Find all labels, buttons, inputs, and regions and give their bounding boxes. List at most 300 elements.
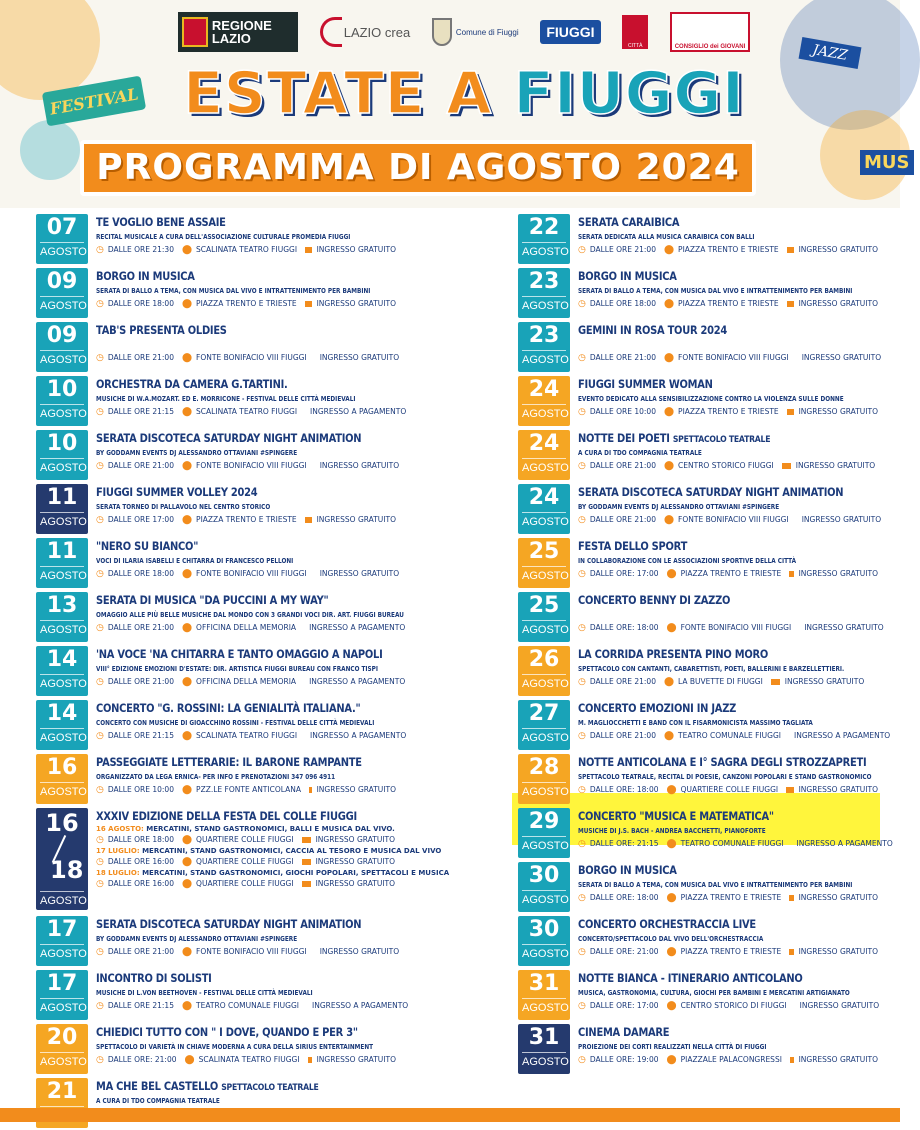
clock-icon: ◷ [96,677,104,687]
event-entry: INGRESSO GRATUITO [801,515,882,524]
event-item [36,266,396,320]
date-badge [36,916,88,966]
event-time: DALLE ORE: 21:00 [589,947,659,956]
event-time: DALLE ORE: 21:15 [589,839,659,848]
event-title-text: MA CHE BEL CASTELLO [96,1079,219,1093]
event-month: AGOSTO [40,620,84,637]
event-entry: INGRESSO GRATUITO [804,623,884,632]
event-title [578,323,836,340]
event-details [578,244,878,256]
event-title-text: BORGO IN MUSICA [578,269,677,283]
date-badge [36,754,88,804]
event-entry: INGRESSO A PAGAMENTO [796,839,893,848]
event-item [36,590,406,644]
event-item [518,590,884,644]
event-description: M. MAGLIOCCHETTI E BAND CON IL FISARMONICISTA MASSIMO TAGLIATA [578,719,813,727]
event-title-text: SERATA DISCOTECA SATURDAY NIGHT ANIMATION [578,485,844,499]
event-description: SPETTACOLO TEATRALE, RECITAL DI POESIE, CANZONI POPOLARI E STAND GASTRONOMICO [578,773,872,781]
event-time: DALLE ORE 21:00 [589,353,656,362]
event-place: FONTE BONIFACIO VIII FIUGGI [680,623,792,632]
event-entry: INGRESSO GRATUITO [798,407,878,416]
event-title-text: SERATA DI MUSICA "DA PUCCINI A MY WAY" [96,593,329,607]
event-time: DALLE ORE 21:00 [589,461,656,470]
ticket-icon [302,859,311,865]
event-place: PIAZZA TRENTO E TRIESTE [680,569,782,578]
event-item [518,482,882,536]
location-pin-icon: ⬤ [181,353,193,363]
event-title-text: ORCHESTRA DA CAMERA G.TARTINI. [96,377,288,391]
event-details [96,1000,409,1012]
location-pin-icon: ⬤ [666,839,677,849]
event-day: 09 [46,323,78,348]
event-title-text: CONCERTO BENNY DI ZAZZO [578,593,731,607]
location-pin-icon: ⬤ [181,731,193,741]
event-info [578,377,878,418]
event-details [96,352,400,364]
event-entry: INGRESSO GRATUITO [798,785,878,794]
event-place: PZZ.LE FONTE ANTICOLANA [196,785,301,794]
event-title [96,269,354,286]
event-title-text: 'NA VOCE 'NA CHITARRA E TANTO OMAGGIO A NAPOLI [96,647,383,661]
event-details [578,892,878,904]
date-badge [518,916,570,966]
event-details [96,1054,396,1066]
event-month: AGOSTO [40,458,84,475]
event-description: MUSICHE DI W.A.MOZART. ED E. MORRICONE - FESTIVAL DELLE CITTÀ MEDIEVALI [96,395,356,403]
location-pin-icon: ⬤ [663,353,675,363]
date-badge [518,268,570,318]
event-item [518,428,878,482]
date-badge [36,214,88,264]
event-entry: INGRESSO GRATUITO [795,461,876,470]
event-place: PIAZZA TRENTO E TRIESTE [196,515,297,524]
event-description: CONCERTO CON MUSICHE DI GIOACCHINO ROSSINI - FESTIVAL DELLE CITTÀ MEDIEVALI [96,719,375,727]
ticket-icon [309,787,312,793]
event-place: PIAZZA TRENTO E TRIESTE [678,245,779,254]
event-title [96,539,354,556]
event-info [578,593,884,634]
date-badge [518,592,570,642]
clock-icon: ◷ [96,299,104,309]
event-description: SERATA DI BALLO A TEMA, CON MUSICA DAL VIVO E INTRATTENIMENTO PER BAMBINI [578,881,853,889]
event-details: ◷ DALLE ORE 16:00 ⬤ QUARTIERE COLLE FIUGGI INGRESSO GRATUITO [96,879,396,889]
ticket-icon [782,463,791,469]
ticket-icon [787,409,794,415]
event-item [518,374,878,428]
event-item [518,914,878,968]
left-column [36,212,450,1130]
event-title [96,431,362,448]
event-entry: INGRESSO A PAGAMENTO [794,731,891,740]
sub-day-3: 18 LUGLIO: MERCATINI, STAND GASTRONOMICI, GIOCHI POPOLARI, SPETTACOLI E MUSICA [96,869,450,877]
event-title-text: CONCERTO "G. ROSSINI: LA GENIALITÀ ITALIANA." [96,701,361,715]
event-month: AGOSTO [522,728,566,745]
clock-icon: ◷ [578,461,586,471]
event-item [518,1022,878,1076]
event-place: SCALINATA TEATRO FIUGGI [198,1055,300,1064]
lazio-crea-logo: LAZIO crea [320,17,410,47]
event-entry: INGRESSO GRATUITO [316,299,396,308]
event-place: QUARTIERE COLLE FIUGGI [680,785,779,794]
event-details [578,730,891,742]
event-month: AGOSTO [522,620,566,637]
event-month: AGOSTO [522,350,566,367]
event-title [96,1079,354,1096]
date-badge [518,376,570,426]
event-day: 09 [46,269,78,294]
event-title-text: CINEMA DAMARE [578,1025,670,1039]
event-place: FONTE BONIFACIO VIII FIUGGI [678,515,789,524]
event-place: OFFICINA DELLA MEMORIA [196,623,297,632]
event-item [518,806,893,860]
event-month: AGOSTO [522,998,566,1015]
event-description: SERATA TORNEO DI PALLAVOLO NEL CENTRO STORICO [96,503,271,511]
event-day: 30 [528,863,560,888]
event-title [578,593,836,610]
date-badge [518,700,570,750]
event-details: ◷ DALLE ORE 16:00 ⬤ QUARTIERE COLLE FIUGGI INGRESSO GRATUITO [96,857,396,867]
event-time: DALLE ORE: 17:00 [589,569,659,578]
date-badge [36,376,88,426]
event-entry: INGRESSO GRATUITO [798,245,878,254]
event-title [578,701,836,718]
consiglio-giovani-logo: CONSIGLIO dei GIOVANI [670,12,750,52]
clock-icon: ◷ [96,731,104,741]
event-info [578,269,878,310]
event-entry: INGRESSO A PAGAMENTO [310,731,407,740]
event-title [578,863,836,880]
event-title-text: SERATA CARAIBICA [578,215,680,229]
event-month: AGOSTO [40,512,84,529]
location-pin-icon: ⬤ [663,299,675,309]
ticket-icon [308,1057,312,1063]
event-place: SCALINATA TEATRO FIUGGI [196,407,298,416]
location-pin-icon: ⬤ [181,407,193,417]
event-description: SERATA DI BALLO A TEMA, CON MUSICA DAL VIVO E INTRATTENIMENTO PER BAMBINI [578,287,853,295]
event-time: DALLE ORE 17:00 [107,515,174,524]
event-details [578,1000,878,1012]
event-description: CONCERTO/SPETTACOLO DAL VIVO DELL'ORCHESTRACCIA [578,935,764,943]
event-entry: INGRESSO GRATUITO [316,515,396,524]
event-day: 25 [528,593,560,618]
event-month: AGOSTO [522,890,566,907]
event-day: 24 [528,485,560,510]
event-title-text: FIUGGI SUMMER VOLLEY 2024 [96,485,258,499]
date-badge [36,808,88,910]
regione-lazio-logo: REGIONE LAZIO [178,12,298,52]
clock-icon: ◷ [96,785,104,795]
location-pin-icon: ⬤ [184,1055,195,1065]
event-place: CENTRO STORICO FIUGGI [678,461,774,470]
event-time: DALLE ORE 21:00 [589,731,656,740]
clock-icon: ◷ [96,245,104,255]
event-info [578,1025,878,1066]
event-title [578,377,836,394]
event-details [96,406,407,418]
event-details [96,244,396,256]
event-time: DALLE ORE: 21:00 [107,1055,177,1064]
event-item [518,968,878,1022]
event-month: AGOSTO [522,674,566,691]
event-day: 26 [528,647,560,672]
location-pin-icon: ⬤ [181,677,193,687]
ticket-icon [305,247,312,253]
event-month: AGOSTO [522,242,566,259]
event-title [96,215,354,232]
event-place: LA BUVETTE DI FIUGGI [678,677,763,686]
event-place: PIAZZA TRENTO E TRIESTE [678,299,779,308]
event-details [578,298,878,310]
location-pin-icon: ⬤ [666,947,677,957]
clock-icon: ◷ [578,893,586,903]
ticket-icon [789,571,793,577]
date-badge [518,214,570,264]
event-title [578,431,836,448]
event-description: BY GODDAMN EVENTS DJ ALESSANDRO OTTAVIANI #SPINGERE [578,503,780,511]
location-pin-icon: ⬤ [181,947,193,957]
event-details [578,946,878,958]
event-time: DALLE ORE 21:00 [107,461,174,470]
date-badge [36,1024,88,1074]
location-pin-icon: ⬤ [666,623,677,633]
event-title [96,485,354,502]
event-item [518,266,878,320]
event-time: DALLE ORE 21:00 [107,623,174,632]
date-badge [518,754,570,804]
event-title-text: BORGO IN MUSICA [578,863,677,877]
event-day: 25 [528,539,560,564]
event-time: DALLE ORE 21:00 [107,677,174,686]
event-month: AGOSTO [522,566,566,583]
event-place: PIAZZA TRENTO E TRIESTE [680,893,782,902]
sub-day-2: 17 LUGLIO: MERCATINI, STAND GASTRONOMICI, CACCIA AL TESORO E MUSICA DAL VIVO [96,847,442,855]
event-title [578,1025,836,1042]
event-info [96,377,407,418]
event-entry: INGRESSO GRATUITO [784,677,865,686]
event-description [578,610,824,622]
event-item [518,698,891,752]
clock-icon: ◷ [96,623,104,633]
event-info [96,593,406,634]
event-day: 10 [46,377,78,402]
event-month: AGOSTO [522,404,566,421]
event-place: FONTE BONIFACIO VIII FIUGGI [196,947,307,956]
event-time: DALLE ORE 18:00 [107,569,174,578]
date-badge [518,646,570,696]
event-day: 14 [46,647,78,672]
event-details [578,406,878,418]
event-entry: INGRESSO GRATUITO [798,569,878,578]
event-title [578,539,836,556]
event-item-festa-colle [36,806,450,914]
event-description: VOCI DI ILARIA ISABELLI E CHITARRA DI FRANCESCO PELLONI [96,557,294,565]
event-place: SCALINATA TEATRO FIUGGI [196,731,298,740]
ticket-icon [786,787,793,793]
event-details [96,784,396,796]
event-place: TEATRO COMUNALE FIUGGI [196,1001,299,1010]
event-title-sub: SPETTACOLO TEATRALE [672,435,771,445]
header [0,0,910,208]
comune-fiuggi-logo: Comune di Fiuggi [432,18,519,46]
ticket-icon [305,517,312,523]
event-info [96,539,400,580]
location-pin-icon: ⬤ [666,569,677,579]
event-info [578,215,878,256]
event-item [36,698,407,752]
event-day: 17 [46,971,78,996]
event-item [518,752,878,806]
event-description: ORGANIZZATO DA LEGA ERNICA- PER INFO E PRENOTAZIONI 347 096 4911 [96,773,336,781]
event-time: DALLE ORE 10:00 [589,407,656,416]
event-details [96,568,400,580]
event-details [578,1054,878,1066]
event-day: 13 [46,593,78,618]
event-title [578,755,867,772]
event-time: DALLE ORE: 18:00 [589,785,659,794]
date-badge [36,268,88,318]
event-info [578,323,882,364]
event-day: 07 [46,215,78,240]
ticket-icon [787,247,794,253]
event-day: 20 [46,1025,78,1050]
event-time: DALLE ORE 21:30 [107,245,174,254]
event-info [96,1025,396,1066]
comune-shield-icon [432,18,452,46]
event-description: SPETTACOLO CON CANTANTI, CABARETTISTI, POETI, BALLERINI E BARZELLETTIERI. [578,665,845,673]
event-info [96,917,400,958]
event-time: DALLE ORE 21:00 [107,947,174,956]
event-entry: INGRESSO GRATUITO [319,947,400,956]
clock-icon: ◷ [578,1055,586,1065]
lazio-crea-mark-icon [320,17,342,47]
event-item [36,374,407,428]
event-info [578,431,878,472]
date-badge [36,322,88,372]
event-day: 29 [528,809,560,834]
right-column [518,212,893,1076]
event-description: A CURA DI TDO COMPAGNIA TEATRALE [578,449,702,457]
clock-icon: ◷ [96,1055,104,1065]
event-title [578,809,836,826]
date-badge [36,592,88,642]
event-details [578,568,878,580]
location-pin-icon: ⬤ [181,461,193,471]
event-info [578,701,891,742]
event-month: AGOSTO [522,836,566,853]
event-time: DALLE ORE 21:15 [107,1001,174,1010]
location-pin-icon: ⬤ [181,1001,193,1011]
event-details [578,838,893,850]
event-entry: INGRESSO GRATUITO [801,353,882,362]
event-details [96,460,400,472]
event-time: DALLE ORE 18:00 [589,299,656,308]
location-pin-icon: ⬤ [181,515,193,525]
clock-icon: ◷ [96,947,104,957]
clock-icon: ◷ [578,299,586,309]
event-entry: INGRESSO GRATUITO [316,245,396,254]
event-day: 28 [528,755,560,780]
date-badge [518,322,570,372]
event-details: ◷ DALLE ORE 18:00 ⬤ QUARTIERE COLLE FIUGGI INGRESSO GRATUITO [96,835,396,845]
event-place: FONTE BONIFACIO VIII FIUGGI [678,353,789,362]
event-entry: INGRESSO GRATUITO [316,785,396,794]
event-details [578,514,882,526]
date-badge [36,700,88,750]
event-item [36,968,409,1022]
event-title [96,755,362,772]
event-time: DALLE ORE 21:00 [589,677,656,686]
event-title [578,269,836,286]
sub-day-1: 16 AGOSTO: MERCATINI, STAND GASTRONOMICI, BALLI E MUSICA DAL VIVO. [96,825,395,833]
event-info [578,971,878,1012]
event-description: MUSICA, GASTRONOMIA, CULTURA, GIOCHI PER BAMBINI E MERCATINI ARTIGIANATO [578,989,850,997]
clock-icon: ◷ [578,245,586,255]
event-info [96,755,396,796]
event-item [36,644,406,698]
event-item [36,320,400,374]
regione-lazio-crest-icon [182,17,208,47]
clock-icon: ◷ [578,677,586,687]
event-info [96,809,450,890]
event-title [96,971,354,988]
event-description: MUSICHE DI J.S. BACH - ANDREA BACCHETTI, PIANOFORTE [578,827,766,835]
event-title-text: NOTTE BIANCA - ITINERARIO ANTICOLANO [578,971,803,985]
event-place: FONTE BONIFACIO VIII FIUGGI [196,461,307,470]
footer-bar [0,1108,900,1122]
event-title-text: INCONTRO DI SOLISTI [96,971,212,985]
date-badge [36,430,88,480]
location-pin-icon: ⬤ [663,245,675,255]
event-description: IN COLLABORAZIONE CON LE ASSOCIAZIONI SPORTIVE DELLA CITTÀ [578,557,797,565]
date-badge [36,484,88,534]
event-title-text: FESTA DELLO SPORT [578,539,688,553]
event-day: 31 [528,1025,560,1050]
event-month: AGOSTO [40,782,84,799]
event-place: CENTRO STORICO DI FIUGGI [680,1001,787,1010]
event-entry: INGRESSO GRATUITO [798,947,878,956]
clock-icon: ◷ [578,515,586,525]
event-title-text: CONCERTO ORCHESTRACCIA LIVE [578,917,756,931]
event-details [96,730,407,742]
clock-icon: ◷ [578,947,586,957]
event-time: DALLE ORE 21:00 [589,515,656,524]
event-time: DALLE ORE: 18:00 [589,623,659,632]
event-title [578,647,836,664]
event-info [96,323,400,364]
event-day: 27 [528,701,560,726]
event-title-text: PASSEGGIATE LETTERARIE: IL BARONE RAMPANTE [96,755,362,769]
event-item [518,536,878,590]
ticket-icon [787,301,794,307]
event-description: SERATA DI BALLO A TEMA, CON MUSICA DAL VIVO E INTRATTENIMENTO PER BAMBINI [96,287,371,295]
event-day: 16 [45,809,79,837]
location-pin-icon: ⬤ [666,893,677,903]
event-title-text: CONCERTO "MUSICA E MATEMATICA" [578,809,774,823]
event-title-text: NOTTE DEI POETI [578,431,670,445]
date-badge [518,484,570,534]
event-day: 23 [528,269,560,294]
location-pin-icon: ⬤ [181,569,193,579]
event-title [96,647,383,664]
citta-logo: CITTÀ [622,15,648,49]
event-description: SERATA DEDICATA ALLA MUSICA CARAIBICA CON BALLI [578,233,755,241]
location-pin-icon: ⬤ [663,407,675,417]
event-month: AGOSTO [522,458,566,475]
event-title-text: FIUGGI SUMMER WOMAN [578,377,713,391]
event-details [578,460,878,472]
date-badge [518,1024,570,1074]
event-info [96,701,407,742]
